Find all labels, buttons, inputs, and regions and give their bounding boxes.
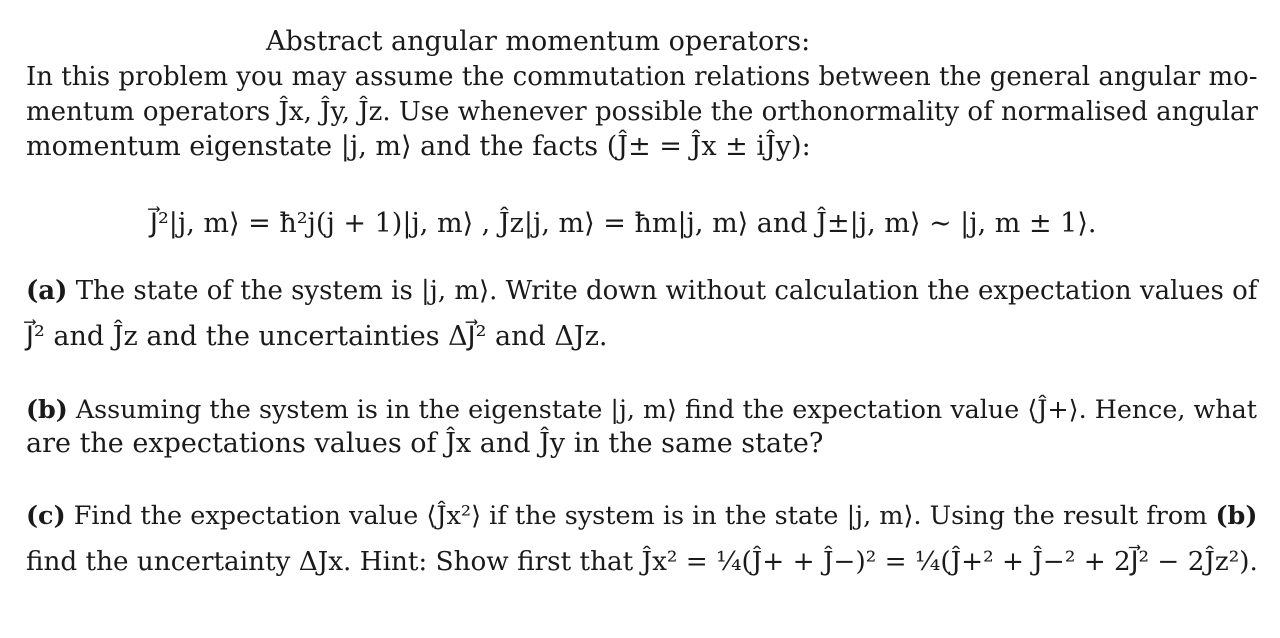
part-c-line-2: find the uncertainty ΔJx. Hint: Show first that Ĵx² = ¼(Ĵ+ + Ĵ−)² = ¼(Ĵ+² + Ĵ−² + 2J⃗² − 2Ĵz²).	[26, 547, 1258, 577]
problem-title: Abstract angular momentum operators:	[266, 26, 811, 57]
eigenvalue-equation: J⃗²|j, m⟩ = ħ²j(j + 1)|j, m⟩ , Ĵz|j, m⟩ = ħm|j, m⟩ and Ĵ±|j, m⟩ ∼ |j, m ± 1⟩.	[150, 208, 1097, 239]
intro-line-3: momentum eigenstate |j, m⟩ and the facts (Ĵ± = Ĵx ± iĴy):	[26, 131, 811, 162]
part-c-text-1: Find the expectation value ⟨Ĵx²⟩ if the system is in the state |j, m⟩. Using the result from	[65, 501, 1216, 531]
part-a-label: (a)	[26, 276, 68, 306]
part-c-label: (c)	[26, 501, 66, 531]
part-b-line-2: are the expectations values of Ĵx and Ĵy in the same state?	[26, 428, 824, 459]
part-a-text-1: The state of the system is |j, m⟩. Write down without calculation the expectation values of	[67, 276, 1258, 306]
intro-line-2: mentum operators Ĵx, Ĵy, Ĵz. Use whenever possible the orthonormality of normalised angular	[26, 97, 1258, 127]
part-c-ref: (b)	[1215, 501, 1258, 531]
part-a-line-1	[26, 275, 1257, 307]
part-c-line-1	[26, 500, 1257, 532]
part-b-text-1: Assuming the system is in the eigenstate |j, m⟩ find the expectation value ⟨Ĵ+⟩. Hence, what	[67, 394, 1257, 424]
part-b-label: (b)	[26, 394, 68, 424]
part-b-line-1	[26, 393, 1257, 425]
part-a-line-2: J⃗² and Ĵz and the uncertainties ΔJ⃗² and ΔJz.	[26, 321, 608, 352]
intro-line-1: In this problem you may assume the commutation relations between the general angular mo-	[26, 62, 1258, 92]
